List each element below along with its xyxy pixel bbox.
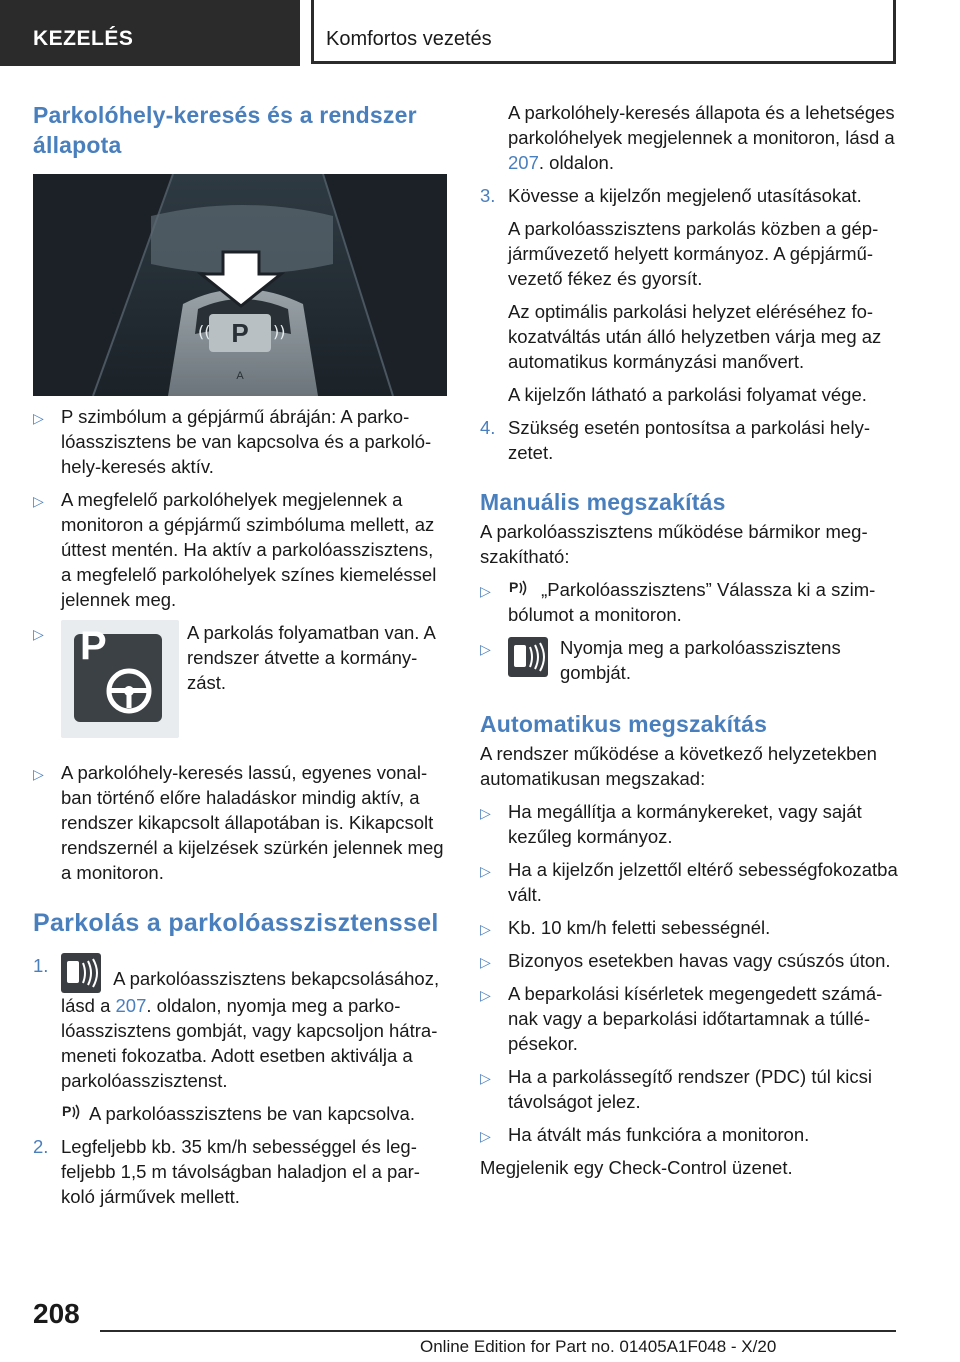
park-assist-button-icon <box>508 637 548 677</box>
triangle-bullet-icon: ▷ <box>480 863 491 879</box>
triangle-bullet-icon: ▷ <box>480 921 491 937</box>
svg-text:P: P <box>62 1103 72 1119</box>
page-number: 208 <box>33 1298 80 1329</box>
image-a-letter: A <box>236 370 244 382</box>
chapter-tab <box>311 0 896 64</box>
page-link[interactable]: 207 <box>115 995 147 1016</box>
triangle-bullet-icon: ▷ <box>480 954 491 970</box>
list-item: ▷ Ha a parkolássegítő rendszer (PDC) túl kicsi távolságot jelez. <box>480 1066 872 1112</box>
edition-note: Online Edition for Part no. 01405A1F048 - X/20 <box>420 1337 777 1356</box>
parking-steering-icon: P <box>61 620 179 738</box>
parking-steps-list-continued <box>480 183 898 465</box>
page-link[interactable]: 207 <box>508 152 539 173</box>
parking-display-illustration <box>33 174 447 396</box>
svg-text:((: (( <box>198 322 211 341</box>
heading-parking-search: Parkolóhely-keresés és a rendszer állapota <box>33 102 417 158</box>
right-column: A parkolóhely-keresés állapota és a lehetséges parkolóhelyek megjelennek a monitoron, lásd a 207. oldalon. 3. Kövesse a kijelzőn megjelenő utasításokat. A parkolóasszisztens parkolás közben a gépjárművezető helyett kormányoz. A gépjárművezető fékez és gyorsít. Az optimális parkolási helyzet eléréséhez fokozatváltás után álló helyzetben várja meg az automatikus kormányzási manővert. A kijelzőn látható a parkolási folyamat vége. 4. Szükség esetén pontosítsa a parkolási helyzetet. Manuális megszakítás A parkolóasszisztens működése bármikor megszakítható: ▷ P „Parkolóasszisztens” Válassza ki a szimbólumot a monitoron. ▷ Nyomja meg a parkolóasszisztens gombját. Automatikus megszakítás A rendszer működése a következő helyzetekben automatikusan megszakad: ▷ Ha megállítja a kormánykereket, vagy saját kezűleg kormányoz. ▷ Ha a kijelzőn jelzettől eltérő sebességfokozatba vált. ▷ Kb. 10 km/h feletti sebességnél. ▷ Bizonyos esetekben havas vagy csúszós úton. ▷ A beparkolási kísérletek megengedett számának vagy a beparkolási időtartamnak a túllépésekor. ▷ Ha a parkolássegítő rendszer (PDC) túl kicsi távolságot jelez. ▷ Ha átvált más funkcióra a monitoron. Megjelenik egy Check-Control üzenet. <box>480 102 898 1178</box>
triangle-bullet-icon: ▷ <box>33 626 44 642</box>
status-bullet-list <box>33 404 447 885</box>
check-control-note: Megjelenik egy Check-Control üzenet. <box>480 1157 793 1178</box>
list-item: ▷ A beparkolási kísérletek megengedett számának vagy a beparkolási időtartamnak a túllépésekor. <box>480 983 883 1054</box>
park-assist-active-icon <box>61 1101 83 1123</box>
parking-steps-list <box>33 953 447 1209</box>
list-item: ▷ Kb. 10 km/h feletti sebességnél. <box>480 915 898 940</box>
list-item: ▷ P szimbólum a gépjármű ábráján: A parkolóasszisztens be van kapcsolva és a parkolóhely-keresés aktív. <box>33 406 432 477</box>
triangle-bullet-icon: ▷ <box>33 493 44 509</box>
heading-auto-cancel: Automatikus megszakítás <box>480 711 768 737</box>
list-item: ▷ Ha átvált más funkcióra a monitoron. <box>480 1122 898 1147</box>
triangle-bullet-icon: ▷ <box>480 1128 491 1144</box>
footer-divider <box>100 1330 896 1332</box>
section-title: KEZELÉS <box>33 27 134 50</box>
section-tab <box>0 0 300 66</box>
list-item: ▷ Bizonyos esetekben havas vagy csúszós úton. <box>480 948 898 973</box>
chapter-title: Komfortos vezetés <box>326 28 492 50</box>
list-item: ▷ P „Parkolóasszisztens” Válassza ki a szimbólumot a monitoron. <box>480 579 876 625</box>
manual-cancel-list <box>480 577 898 687</box>
list-item: ▷ Nyomja meg a parkolóasszisztens gombját. <box>480 637 841 683</box>
triangle-bullet-icon: ▷ <box>480 805 491 821</box>
list-item: 1. A parkolóasszisztens bekapcsolásához, lásd a 207. oldalon, nyomja meg a parkolóasszisztens gombját, vagy kapcsoljon hátrameneti fokozatba. Adott esetben aktiválja a parkolóasszisztenst. P A parkolóasszisztens be van kapcsolva. <box>33 955 440 1124</box>
list-item: ▷ A megfelelő parkolóhelyek megjelennek a monitoron a gépjármű szimbóluma mellett, az úttest mentén. Ha aktív a parkolóasszisztens, a megfelelő parkolóhelyek színes kiemeléssel jelennek meg. <box>33 489 437 610</box>
parking-display-photo <box>33 174 447 396</box>
list-item: ▷ Ha megállítja a kormánykereket, vagy saját kezűleg kormányoz. <box>480 801 862 847</box>
list-item: 2. Legfeljebb kb. 35 km/h sebességgel és legfeljebb 1,5 m távolságban haladjon el a parkoló járművek mellett. <box>33 1136 420 1207</box>
triangle-bullet-icon: ▷ <box>480 641 491 657</box>
heading-park-with-assistant: Parkolás a parkolóasszisztenssel <box>33 909 439 937</box>
triangle-bullet-icon: ▷ <box>480 987 491 1003</box>
page-header <box>0 0 960 66</box>
list-item: 4. Szükség esetén pontosítsa a parkolási helyzetet. <box>480 417 870 463</box>
list-item: ▷ P A parkolás folyamatban van. A rendszer átvette a kormányzást. <box>33 620 447 752</box>
park-assist-menu-icon <box>508 577 530 599</box>
left-column <box>33 100 447 1209</box>
list-item: ▷ A parkolóhely-keresés lassú, egyenes vonalban történő előre haladáskor mindig aktív, a rendszer kikapcsolt állapotában is. Kikapcsolt rendszernél a kijelzések szürkén jelennek meg a monitoron. <box>33 762 444 883</box>
heading-manual-cancel: Manuális megszakítás <box>480 489 726 515</box>
svg-text:P: P <box>509 579 519 595</box>
triangle-bullet-icon: ▷ <box>33 410 44 426</box>
park-assist-button-icon <box>61 953 101 993</box>
triangle-bullet-icon: ▷ <box>480 583 491 599</box>
auto-cancel-list <box>480 799 898 1147</box>
image-p-symbol: P <box>231 318 249 348</box>
svg-text:)): )) <box>273 322 286 341</box>
triangle-bullet-icon: ▷ <box>480 1070 491 1086</box>
triangle-bullet-icon: ▷ <box>33 766 44 782</box>
list-item: 3. Kövesse a kijelzőn megjelenő utasításokat. A parkolóasszisztens parkolás közben a gépjárművezető helyett kormányoz. A gépjárművezető fékez és gyorsít. Az optimális parkolási helyzet eléréséhez fokozatváltás után álló helyzetben várja meg az automatikus kormányzási manővert. A kijelzőn látható a parkolási folyamat vége. <box>480 185 882 405</box>
list-item: ▷ Ha a kijelzőn jelzettől eltérő sebességfokozatba vált. <box>480 859 898 905</box>
